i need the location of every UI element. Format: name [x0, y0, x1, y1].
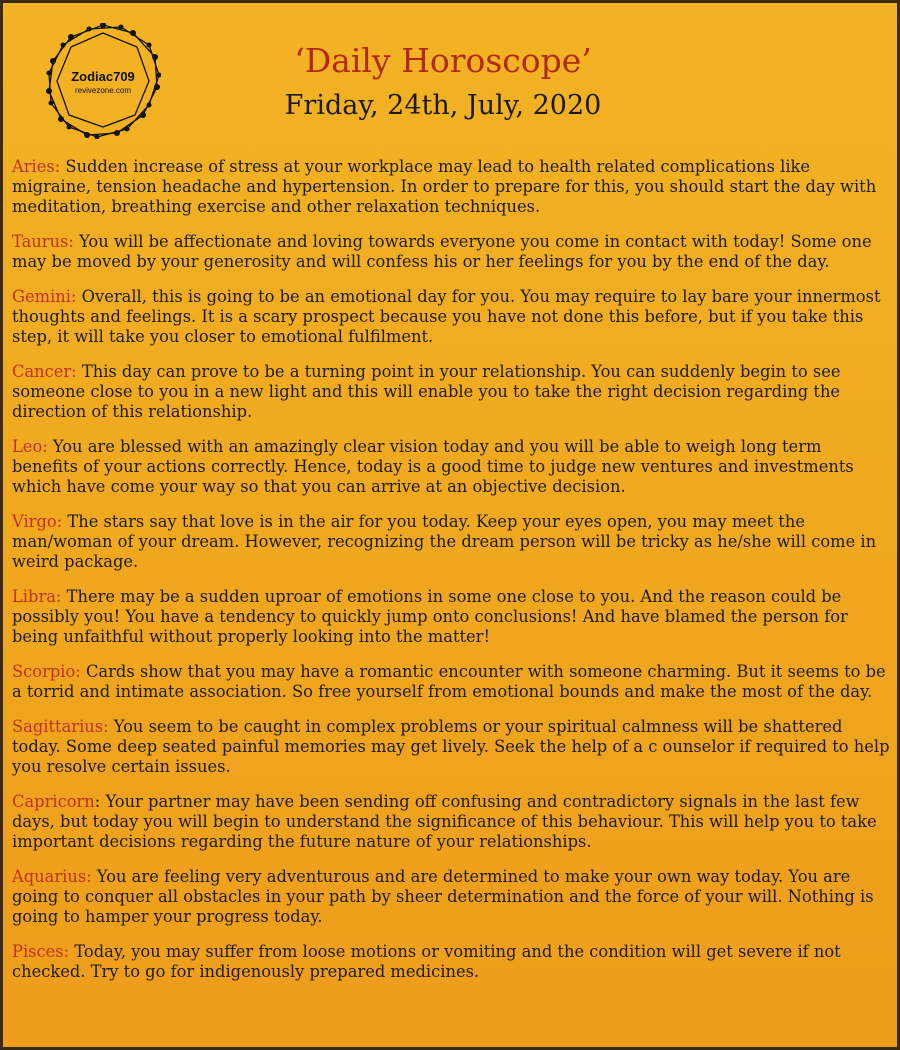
entry-sagittarius: [12, 717, 892, 777]
entry-text: Today, you may suffer from loose motions or vomiting and the condition will get severe if not checked. Try to go for indigenously prepared medicines.: [12, 942, 841, 981]
entry-text: You are blessed with an amazingly clear vision today and you will be able to weigh long term benefits of your actions correctly. Hence, today is a good time to judge new ventures and investments which have come your way so that you can arrive at an objective decision.: [12, 437, 854, 496]
sign-name: Cancer:: [12, 362, 77, 381]
sign-name: Virgo:: [12, 512, 63, 531]
entry-text: You are feeling very adventurous and are determined to make your own way today. You are going to conquer all obstacles in your path by sheer determination and the force of your will. Nothing is going to hamper your progress today.: [12, 867, 874, 926]
entry-virgo: [12, 512, 892, 572]
entry-text: You will be affectionate and loving towards everyone you come in contact with today! Some one may be moved by your generosity and will confess his or her feelings for you by the end of the day.: [12, 232, 872, 271]
entry-capricorn: [12, 792, 892, 852]
brand-logo: [45, 23, 161, 139]
brand-site: revivezone.com: [74, 86, 132, 95]
entry-pisces: [12, 942, 892, 982]
sign-name: Taurus:: [12, 232, 74, 251]
sign-name: Pisces:: [12, 942, 70, 961]
sign-name: Aquarius:: [12, 867, 92, 886]
sign-name: Gemini:: [12, 287, 77, 306]
sign-name: Libra:: [12, 587, 62, 606]
entry-libra: [12, 587, 892, 647]
entry-leo: [12, 437, 892, 497]
page-title: ‘Daily Horoscope’: [294, 41, 592, 80]
entry-cancer: [12, 362, 892, 422]
entry-text: : Your partner may have been sending off confusing and contradictory signals in the last few days, but today you will begin to understand the significance of this behaviour. This will help you to take important decisions regarding the future nature of your relationships.: [12, 792, 877, 851]
sign-name: Aries:: [12, 157, 61, 176]
sign-name: Capricorn: [12, 792, 95, 811]
entry-text: Sudden increase of stress at your workplace may lead to health related complications like migraine, tension headache and hypertension. In order to prepare for this, you should start the day with meditation, breathing exercise and other relaxation techniques.: [12, 157, 877, 216]
horoscope-poster: [3, 3, 897, 1047]
entry-text: You seem to be caught in complex problems or your spiritual calmness will be shattered today. Some deep seated painful memories may get lively. Seek the help of a c ounselor if required to help you resolve certain issues.: [12, 717, 890, 776]
brand-name: Zodiac709: [71, 69, 135, 84]
entry-aquarius: [12, 867, 892, 927]
sign-name: Sagittarius:: [12, 717, 109, 736]
page-date: Friday, 24th, July, 2020: [284, 90, 602, 121]
entry-aries: [12, 157, 892, 217]
horoscope-list: [12, 157, 892, 997]
entry-text: The stars say that love is in the air for you today. Keep your eyes open, you may meet the man/woman of your dream. However, recognizing the dream person will be tricky as he/she will come in weird package.: [12, 512, 877, 571]
entry-text: Overall, this is going to be an emotional day for you. You may require to lay bare your innermost thoughts and feelings. It is a scary prospect because you have not done this before, but if you take this step, it will take you closer to emotional fulfilment.: [12, 287, 881, 346]
entry-text: There may be a sudden uproar of emotions in some one close to you. And the reason could be possibly you! You have a tendency to quickly jump onto conclusions! And have blamed the person for being unfaithful without properly looking into the matter!: [12, 587, 848, 646]
sign-name: Scorpio:: [12, 662, 81, 681]
entry-text: This day can prove to be a turning point in your relationship. You can suddenly begin to see someone close to you in a new light and this will enable you to take the right decision regarding the direction of this relationship.: [12, 362, 841, 421]
entry-taurus: [12, 232, 892, 272]
sign-name: Leo:: [12, 437, 48, 456]
entry-gemini: [12, 287, 892, 347]
entry-scorpio: [12, 662, 892, 702]
entry-text: Cards show that you may have a romantic encounter with someone charming. But it seems to be a torrid and intimate association. So free yourself from emotional bounds and make the most of the day.: [12, 662, 886, 701]
